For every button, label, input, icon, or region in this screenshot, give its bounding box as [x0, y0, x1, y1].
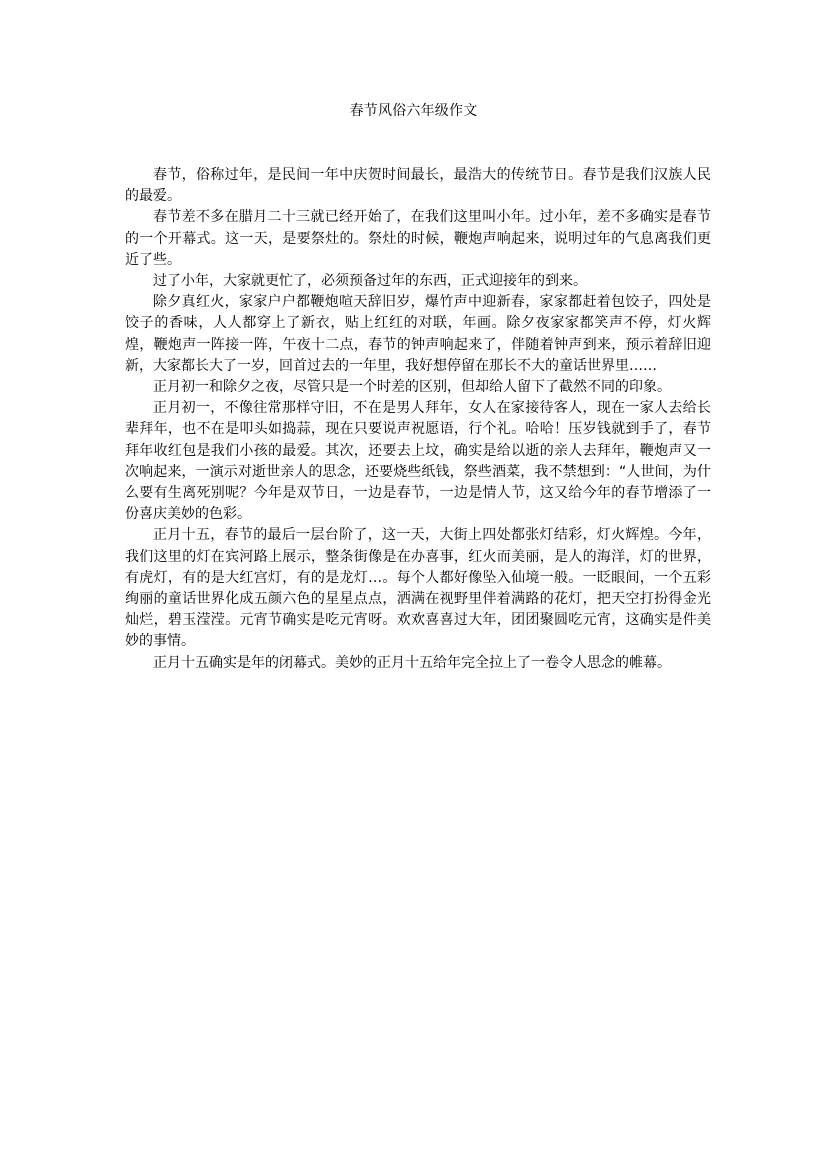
paragraph-3: 过了小年，大家就更忙了，必须预备过年的东西，正式迎接年的到来。 — [153, 273, 587, 290]
paragraph-7: 正月十五，春节的最后一层台阶了，这一天，大街上四处都张灯结彩，灯火辉煌。今年，我们这里的灯在宾河路上展示，整条街像是在办喜事，红火而美丽，是人的海洋，灯的世界，有虎灯，有的是大红宫灯，有的是龙灯…。每个人都好像坠入仙境一般。一眨眼间，一个五彩绚丽的童话世界化成五颜六色的星星点点，洒满在视野里伴着满路的花灯，把天空打扮得金光灿烂，碧玉滢滢。元宵节确实是吃元宵呀。欢欢喜喜过大年，团团聚圆吃元宵，这确实是件美妙的事情。 — [125, 527, 711, 650]
paragraph-2: 春节差不多在腊月二十三就已经开始了，在我们这里叫小年。过小年，差不多确实是春节的一个开幕式。这一天，是要祭灶的。祭灶的时候，鞭炮声响起来，说明过年的气息离我们更近了些。 — [125, 209, 711, 268]
paragraph-5: 正月初一和除夕之夜，尽管只是一个时差的区别，但却给人留下了截然不同的印象。 — [153, 379, 671, 396]
document-title: 春节风俗六年级作文 — [349, 103, 478, 119]
document-body — [125, 165, 711, 674]
paragraph-6: 正月初一，不像往常那样守旧，不在是男人拜年，女人在家接待客人，现在一家人去给长辈拜年，也不在是叩头如捣蒜，现在只要说声祝愿语，行个礼。哈哈！压岁钱就到手了，春节拜年收红包是我们小孩的最爱。其次，还要去上坟，确实是给以逝的亲人去拜年，鞭炮声又一次响起来，一演示对逝世亲人的思念，还要烧些纸钱，祭些酒菜，我不禁想到：“人世间，为什么要有生离死别呢？今年是双节日，一边是春节，一边是情人节，这又给今年的春节增添了一份喜庆美妙的色彩。 — [125, 400, 711, 523]
paragraph-4: 除夕真红火，家家户户都鞭炮喧天辞旧岁，爆竹声中迎新春，家家都赶着包饺子，四处是饺子的香味，人人都穿上了新衣，贴上红红的对联，年画。除夕夜家家都笑声不停，灯火辉煌，鞭炮声一阵接一阵，午夜十二点，春节的钟声响起来了，伴随着钟声到来，预示着辞旧迎新，大家都长大了一岁，回首过去的一年里，我好想停留在那长不大的童话世界里…… — [125, 294, 711, 374]
paragraph-1: 春节，俗称过年，是民间一年中庆贺时间最长，最浩大的传统节日。春节是我们汉族人民的最爱。 — [125, 167, 711, 205]
paragraph-8: 正月十五确实是年的闭幕式。美妙的正月十五给年完全拉上了一卷令人思念的帷幕。 — [153, 654, 671, 671]
